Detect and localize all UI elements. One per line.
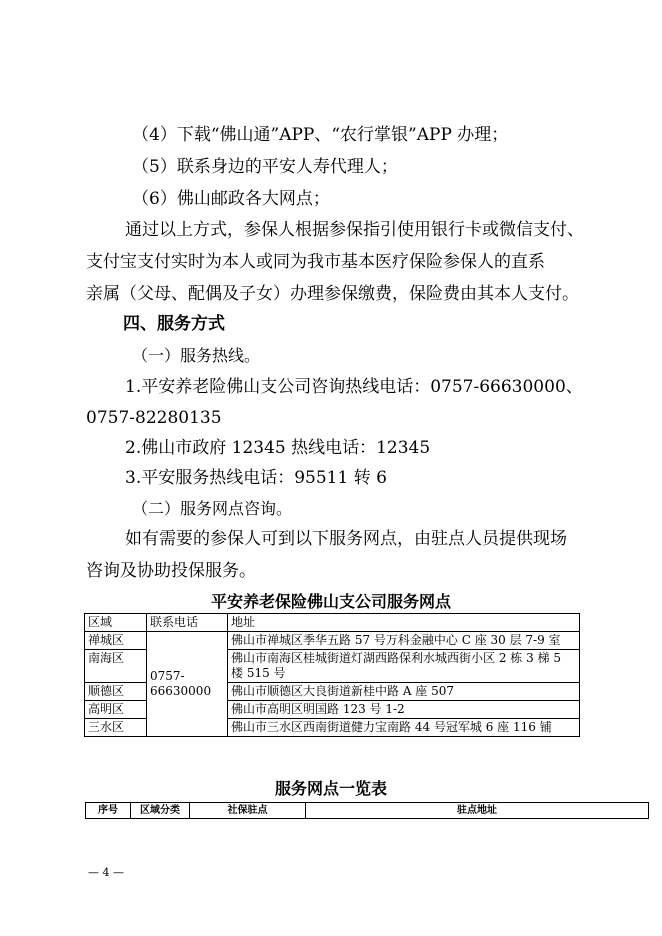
- text-consult-line1: 如有需要的参保人可到以下服务网点，由驻点人员提供现场: [125, 529, 567, 549]
- text-hotline-1-line2: 0757-82280135: [86, 408, 222, 428]
- header-region-type: 区域分类: [131, 803, 190, 819]
- list-table-title: 服务网点一览表: [274, 779, 387, 798]
- cell-address: 佛山市高明区明国路 123 号 1-2: [228, 701, 580, 719]
- header-address: 地址: [228, 614, 580, 632]
- header-point-address: 驻点地址: [306, 803, 649, 819]
- cell-district: 顺德区: [85, 683, 147, 701]
- text-consult-line2: 咨询及协助投保服务。: [86, 561, 256, 581]
- page-number: — 4 —: [88, 866, 124, 879]
- section-heading-service-methods: 四、服务方式: [123, 314, 225, 334]
- text-payment-intro-line1: 通过以上方式，参保人根据参保指引使用银行卡或微信支付、: [125, 220, 584, 240]
- cell-district: 高明区: [85, 701, 147, 719]
- table-row: [85, 632, 580, 650]
- text-postal-branches: （6）佛山邮政各大网点；: [132, 189, 330, 209]
- text-hotline-2: 2.佛山市政府 12345 热线电话：12345: [125, 438, 431, 458]
- text-download-apps: （4）下载“佛山通”APP、“农行掌银”APP 办理；: [132, 125, 509, 145]
- text-payment-intro-line3: 亲属（父母、配偶及子女）办理参保缴费，保险费由其本人支付。: [86, 284, 579, 304]
- subheading-hotline: （一）服务热线。: [132, 346, 261, 365]
- cell-district: 南海区: [85, 650, 147, 683]
- cell-district: 三水区: [85, 719, 147, 737]
- outlet-list-table: [85, 802, 649, 819]
- header-district: 区域: [85, 614, 147, 632]
- table-header-row: [86, 803, 649, 819]
- text-payment-intro-line2: 支付宝支付实时为本人或同为我市基本医疗保险参保人的直系: [86, 252, 545, 272]
- text-hotline-1-line1: 1.平安养老险佛山支公司咨询热线电话：0757-66630000、: [125, 377, 583, 397]
- cell-address: 佛山市禅城区季华五路 57 号万科金融中心 C 座 30 层 7-9 室: [228, 632, 580, 650]
- text-contact-agent: （5）联系身边的平安人寿代理人；: [132, 157, 398, 177]
- cell-district: 禅城区: [85, 632, 147, 650]
- service-outlets-table: [84, 613, 580, 737]
- header-phone: 联系电话: [147, 614, 228, 632]
- header-serial: 序号: [86, 803, 131, 819]
- cell-address: 佛山市三水区西南街道健力宝南路 44 号冠军城 6 座 116 铺: [228, 719, 580, 737]
- subheading-service-outlets: （二）服务网点咨询。: [132, 499, 293, 518]
- service-table-title: 平安养老保险佛山支公司服务网点: [210, 592, 451, 611]
- cell-address: 佛山市南海区桂城街道灯湖西路保利水城西街小区 2 栋 3 梯 5 楼 515 号: [228, 650, 580, 683]
- cell-address: 佛山市顺德区大良街道新桂中路 A 座 507: [228, 683, 580, 701]
- text-hotline-3: 3.平安服务热线电话：95511 转 6: [125, 468, 387, 488]
- cell-phone: 0757-66630000: [147, 632, 228, 737]
- header-social-security-point: 社保驻点: [190, 803, 306, 819]
- table-header-row: [85, 614, 580, 632]
